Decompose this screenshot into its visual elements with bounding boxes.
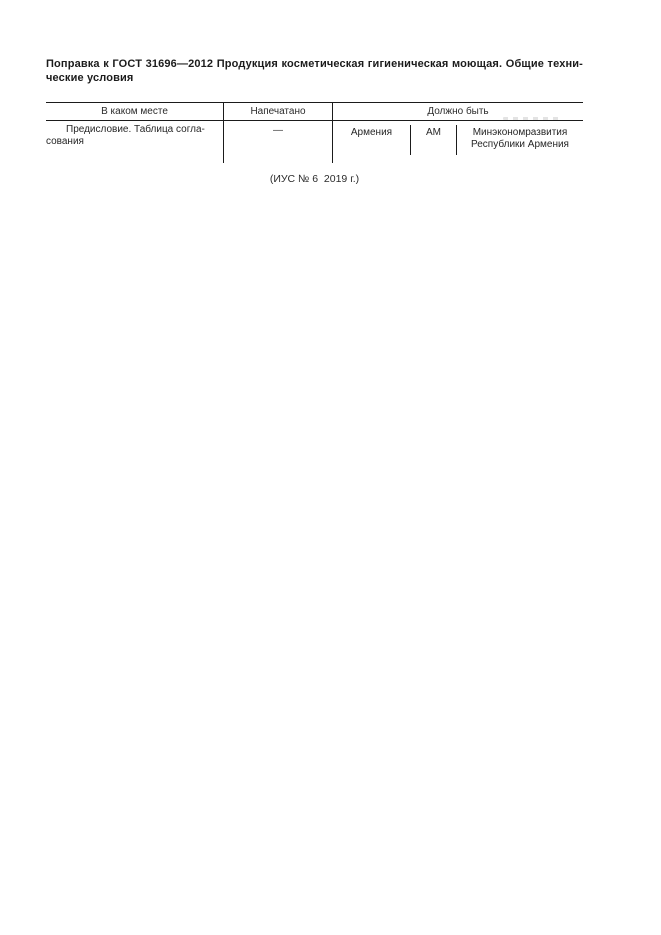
- correction-table: [46, 102, 583, 163]
- table-row: [46, 121, 583, 163]
- cell-country-code: АМ: [426, 127, 441, 138]
- document-title: [46, 57, 583, 85]
- cell-should-be: [333, 121, 583, 163]
- scan-artifact: [503, 117, 561, 120]
- column-header-place: В каком месте: [46, 103, 224, 120]
- issue-note: (ИУС № 6 2019 г.): [269, 173, 360, 185]
- column-header-should-be: Должно быть: [427, 106, 489, 117]
- cell-place-line-1: Предисловие. Таблица согла-: [66, 124, 205, 135]
- column-header-printed: Напечатано: [224, 103, 333, 120]
- title-line-1: Поправка к ГОСТ 31696—2012 Продукция косметическая гигиеническая моющая. Общие техни-: [46, 58, 583, 70]
- title-line-2: ческие условия: [46, 72, 134, 84]
- cell-place: [46, 121, 224, 163]
- cell-country: Армения: [350, 127, 393, 138]
- cell-place-line-2: сования: [46, 135, 84, 147]
- cell-printed: —: [224, 121, 333, 163]
- cell-ministry: [457, 121, 583, 163]
- cell-ministry-line-1: Минэкономразвития: [472, 127, 568, 138]
- cell-ministry-line-2: Республики Армения: [471, 138, 569, 150]
